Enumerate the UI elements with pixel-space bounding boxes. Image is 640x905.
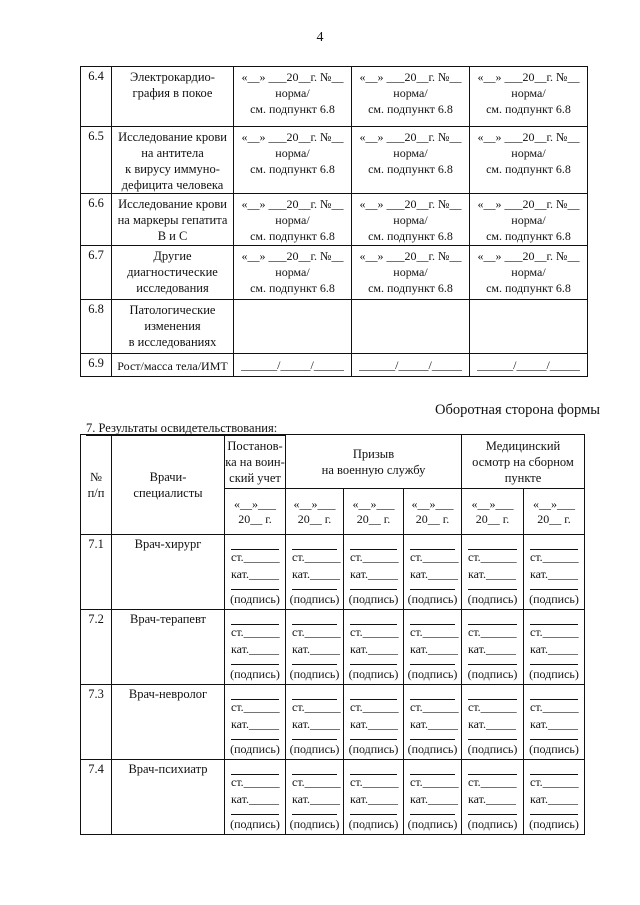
specialist-row	[81, 610, 585, 685]
category-st-label: ст.	[468, 700, 481, 714]
exam-name: Другие диагностические исследования	[112, 246, 234, 300]
category-kat-label: кат.	[350, 642, 369, 656]
result-field[interactable]: ст.______ кат._____ (подпись)	[462, 610, 524, 685]
header-medical-exam: Медицинский осмотр на сборном пункте	[462, 435, 585, 489]
signature-line	[468, 664, 517, 665]
bmi-field[interactable]: ______/_____/_____	[234, 354, 352, 377]
category-kat-label: кат.	[350, 567, 369, 581]
exam-result-field[interactable]: «__» ___20__г. №__ норма/ см. подпункт 6.8	[234, 194, 352, 246]
signature-line	[350, 739, 397, 740]
signature-label: (подпись)	[289, 742, 340, 756]
signature-line	[410, 739, 455, 740]
result-field[interactable]: ст.______ кат._____ (подпись)	[462, 685, 524, 760]
category-st-label: ст.	[350, 625, 363, 639]
category-st-label: ст.	[530, 700, 543, 714]
signature-label: (подпись)	[289, 667, 340, 681]
exam-name: Электрокардио- графия в покое	[112, 67, 234, 127]
result-field[interactable]: ст.______ кат._____ (подпись)	[344, 535, 404, 610]
signature-label: (подпись)	[407, 667, 458, 681]
category-st-label: ст.	[468, 775, 481, 789]
bmi-field[interactable]: ______/_____/_____	[470, 354, 588, 377]
exam-name: Рост/масса тела/ИМТ	[112, 354, 234, 377]
exam-row	[81, 246, 588, 300]
category-kat-label: кат.	[292, 642, 311, 656]
category-st-label: ст.	[231, 550, 244, 564]
category-kat-label: кат.	[410, 717, 429, 731]
signature-label: (подпись)	[289, 817, 340, 831]
category-st-label: ст.	[292, 625, 305, 639]
category-kat-label: кат.	[350, 792, 369, 806]
exam-row	[81, 300, 588, 354]
back-side-label: Оборотная сторона формы	[435, 402, 600, 418]
category-kat-label: кат.	[530, 717, 549, 731]
signature-line	[410, 814, 455, 815]
specialist-name: Врач-хирург	[112, 535, 225, 610]
signature-line	[231, 814, 279, 815]
exam-result-field[interactable]: «__» ___20__г. №__ норма/ см. подпункт 6.8	[234, 67, 352, 127]
result-field[interactable]: ст.______ кат._____ (подпись)	[404, 610, 462, 685]
category-st-label: ст.	[292, 775, 305, 789]
category-kat-label: кат.	[231, 567, 250, 581]
date-field[interactable]: «__»___ 20__ г.	[404, 489, 462, 535]
category-kat-label: кат.	[468, 642, 487, 656]
category-st-label: ст.	[468, 625, 481, 639]
specialist-name: Врач-психиатр	[112, 760, 225, 835]
signature-line	[350, 664, 397, 665]
result-field[interactable]: ст.______ кат._____ (подпись)	[524, 610, 585, 685]
result-field[interactable]: ст.______ кат._____ (подпись)	[524, 685, 585, 760]
signature-line	[530, 739, 578, 740]
page-number: 4	[316, 30, 324, 45]
category-kat-label: кат.	[231, 717, 250, 731]
category-st-label: ст.	[350, 775, 363, 789]
result-field[interactable]: ст.______ кат._____ (подпись)	[225, 610, 286, 685]
signature-line	[468, 589, 517, 590]
header-conscription: Призыв на военную службу	[286, 435, 462, 489]
category-st-label: ст.	[231, 625, 244, 639]
signature-label: (подпись)	[348, 817, 399, 831]
result-field[interactable]: ст.______ кат._____ (подпись)	[404, 535, 462, 610]
signature-label: (подпись)	[407, 592, 458, 606]
signature-line	[292, 814, 337, 815]
signature-label: (подпись)	[348, 667, 399, 681]
exam-row	[81, 127, 588, 194]
result-field[interactable]: ст.______ кат._____ (подпись)	[524, 535, 585, 610]
signature-line	[231, 739, 279, 740]
date-field[interactable]: «__»___ 20__ г.	[225, 489, 286, 535]
result-field[interactable]: ст.______ кат._____ (подпись)	[286, 685, 344, 760]
date-field[interactable]: «__»___ 20__ г.	[286, 489, 344, 535]
signature-line	[350, 814, 397, 815]
result-field[interactable]: ст.______ кат._____ (подпись)	[462, 760, 524, 835]
category-kat-label: кат.	[530, 792, 549, 806]
specialist-name: Врач-терапевт	[112, 610, 225, 685]
exam-row	[81, 67, 588, 127]
header-specialists: Врачи- специалисты	[112, 435, 225, 535]
category-st-label: ст.	[530, 775, 543, 789]
category-st-label: ст.	[350, 550, 363, 564]
row-number: 6.9	[81, 354, 112, 377]
category-st-label: ст.	[350, 700, 363, 714]
signature-label: (подпись)	[529, 667, 579, 681]
date-field[interactable]: «__»___ 20__ г.	[344, 489, 404, 535]
specialist-row	[81, 535, 585, 610]
signature-label: (подпись)	[230, 667, 280, 681]
category-st-label: ст.	[231, 700, 244, 714]
signature-label: (подпись)	[348, 592, 399, 606]
exam-result-field[interactable]: «__» ___20__г. №__ норма/ см. подпункт 6.8	[470, 194, 588, 246]
category-kat-label: кат.	[292, 567, 311, 581]
signature-label: (подпись)	[529, 817, 579, 831]
signature-label: (подпись)	[407, 742, 458, 756]
result-field[interactable]: ст.______ кат._____ (подпись)	[344, 685, 404, 760]
result-field[interactable]: ст.______ кат._____ (подпись)	[524, 760, 585, 835]
signature-label: (подпись)	[529, 592, 579, 606]
category-kat-label: кат.	[410, 567, 429, 581]
category-kat-label: кат.	[350, 717, 369, 731]
examination-table	[80, 66, 588, 377]
row-number: 6.8	[81, 300, 112, 354]
exam-result-field[interactable]: «__» ___20__г. №__ норма/ см. подпункт 6.8	[352, 67, 470, 127]
exam-result-field[interactable]: «__» ___20__г. №__ норма/ см. подпункт 6.8	[234, 127, 352, 194]
exam-result-field[interactable]: «__» ___20__г. №__ норма/ см. подпункт 6.8	[352, 194, 470, 246]
signature-label: (подпись)	[230, 592, 280, 606]
result-field[interactable]: ст.______ кат._____ (подпись)	[225, 535, 286, 610]
row-number: 7.2	[81, 610, 112, 685]
row-number: 6.4	[81, 67, 112, 127]
category-kat-label: кат.	[410, 792, 429, 806]
category-kat-label: кат.	[231, 642, 250, 656]
category-kat-label: кат.	[231, 792, 250, 806]
result-field[interactable]: ст.______ кат._____ (подпись)	[286, 535, 344, 610]
date-field[interactable]: «__»___ 20__ г.	[524, 489, 585, 535]
category-st-label: ст.	[410, 700, 423, 714]
result-field[interactable]: ст.______ кат._____ (подпись)	[225, 685, 286, 760]
result-field[interactable]: ст.______ кат._____ (подпись)	[462, 535, 524, 610]
bmi-field[interactable]: ______/_____/_____	[352, 354, 470, 377]
signature-line	[410, 589, 455, 590]
category-kat-label: кат.	[530, 567, 549, 581]
signature-line	[468, 814, 517, 815]
category-kat-label: кат.	[292, 717, 311, 731]
result-field[interactable]: ст.______ кат._____ (подпись)	[225, 760, 286, 835]
category-st-label: ст.	[530, 550, 543, 564]
category-kat-label: кат.	[410, 642, 429, 656]
result-field[interactable]: ст.______ кат._____ (подпись)	[404, 760, 462, 835]
specialist-row	[81, 760, 585, 835]
category-st-label: ст.	[468, 550, 481, 564]
category-st-label: ст.	[410, 625, 423, 639]
signature-line	[292, 739, 337, 740]
category-st-label: ст.	[292, 550, 305, 564]
results-table	[80, 434, 585, 835]
row-number: 7.1	[81, 535, 112, 610]
exam-result-field[interactable]: «__» ___20__г. №__ норма/ см. подпункт 6.8	[234, 246, 352, 300]
exam-name: Исследование крови на антитела к вирусу иммуно- дефицита человека	[112, 127, 234, 194]
row-number: 6.7	[81, 246, 112, 300]
exam-row	[81, 194, 588, 246]
signature-line	[231, 589, 279, 590]
category-kat-label: кат.	[292, 792, 311, 806]
signature-line	[350, 589, 397, 590]
row-number: 7.4	[81, 760, 112, 835]
signature-label: (подпись)	[467, 817, 518, 831]
signature-label: (подпись)	[348, 742, 399, 756]
signature-label: (подпись)	[289, 592, 340, 606]
exam-result-field[interactable]	[352, 300, 470, 354]
exam-result-field[interactable]	[470, 300, 588, 354]
result-field[interactable]: ст.______ кат._____ (подпись)	[344, 760, 404, 835]
signature-line	[530, 589, 578, 590]
category-st-label: ст.	[410, 775, 423, 789]
result-field[interactable]: ст.______ кат._____ (подпись)	[286, 610, 344, 685]
signature-line	[410, 664, 455, 665]
signature-label: (подпись)	[467, 742, 518, 756]
signature-line	[231, 664, 279, 665]
specialist-row	[81, 685, 585, 760]
specialist-name: Врач-невролог	[112, 685, 225, 760]
header-registration: Постанов- ка на воин- ский учет	[225, 435, 286, 489]
signature-label: (подпись)	[467, 592, 518, 606]
signature-label: (подпись)	[407, 817, 458, 831]
exam-row	[81, 354, 588, 377]
exam-result-field[interactable]: «__» ___20__г. №__ норма/ см. подпункт 6.8	[470, 127, 588, 194]
result-field[interactable]: ст.______ кат._____ (подпись)	[344, 610, 404, 685]
exam-result-field[interactable]: «__» ___20__г. №__ норма/ см. подпункт 6.8	[352, 246, 470, 300]
signature-label: (подпись)	[230, 817, 280, 831]
exam-name: Патологические изменения в исследованиях	[112, 300, 234, 354]
exam-result-field[interactable]	[234, 300, 352, 354]
signature-label: (подпись)	[467, 667, 518, 681]
signature-label: (подпись)	[230, 742, 280, 756]
result-field[interactable]: ст.______ кат._____ (подпись)	[286, 760, 344, 835]
category-st-label: ст.	[292, 700, 305, 714]
date-field[interactable]: «__»___ 20__ г.	[462, 489, 524, 535]
exam-result-field[interactable]: «__» ___20__г. №__ норма/ см. подпункт 6.8	[470, 246, 588, 300]
exam-result-field[interactable]: «__» ___20__г. №__ норма/ см. подпункт 6.8	[352, 127, 470, 194]
signature-line	[292, 589, 337, 590]
row-number: 6.6	[81, 194, 112, 246]
category-kat-label: кат.	[468, 717, 487, 731]
category-kat-label: кат.	[530, 642, 549, 656]
exam-result-field[interactable]: «__» ___20__г. №__ норма/ см. подпункт 6.8	[470, 67, 588, 127]
signature-line	[530, 814, 578, 815]
header-num: № п/п	[81, 435, 112, 535]
category-kat-label: кат.	[468, 792, 487, 806]
signature-line	[292, 664, 337, 665]
category-st-label: ст.	[530, 625, 543, 639]
signature-line	[468, 739, 517, 740]
result-field[interactable]: ст.______ кат._____ (подпись)	[404, 685, 462, 760]
category-kat-label: кат.	[468, 567, 487, 581]
row-number: 7.3	[81, 685, 112, 760]
signature-line	[530, 664, 578, 665]
category-st-label: ст.	[410, 550, 423, 564]
section-title: 7. Результаты освидетельствования:	[86, 421, 278, 435]
exam-name: Исследование крови на маркеры гепатита В и С	[112, 194, 234, 246]
category-st-label: ст.	[231, 775, 244, 789]
signature-label: (подпись)	[529, 742, 579, 756]
row-number: 6.5	[81, 127, 112, 194]
